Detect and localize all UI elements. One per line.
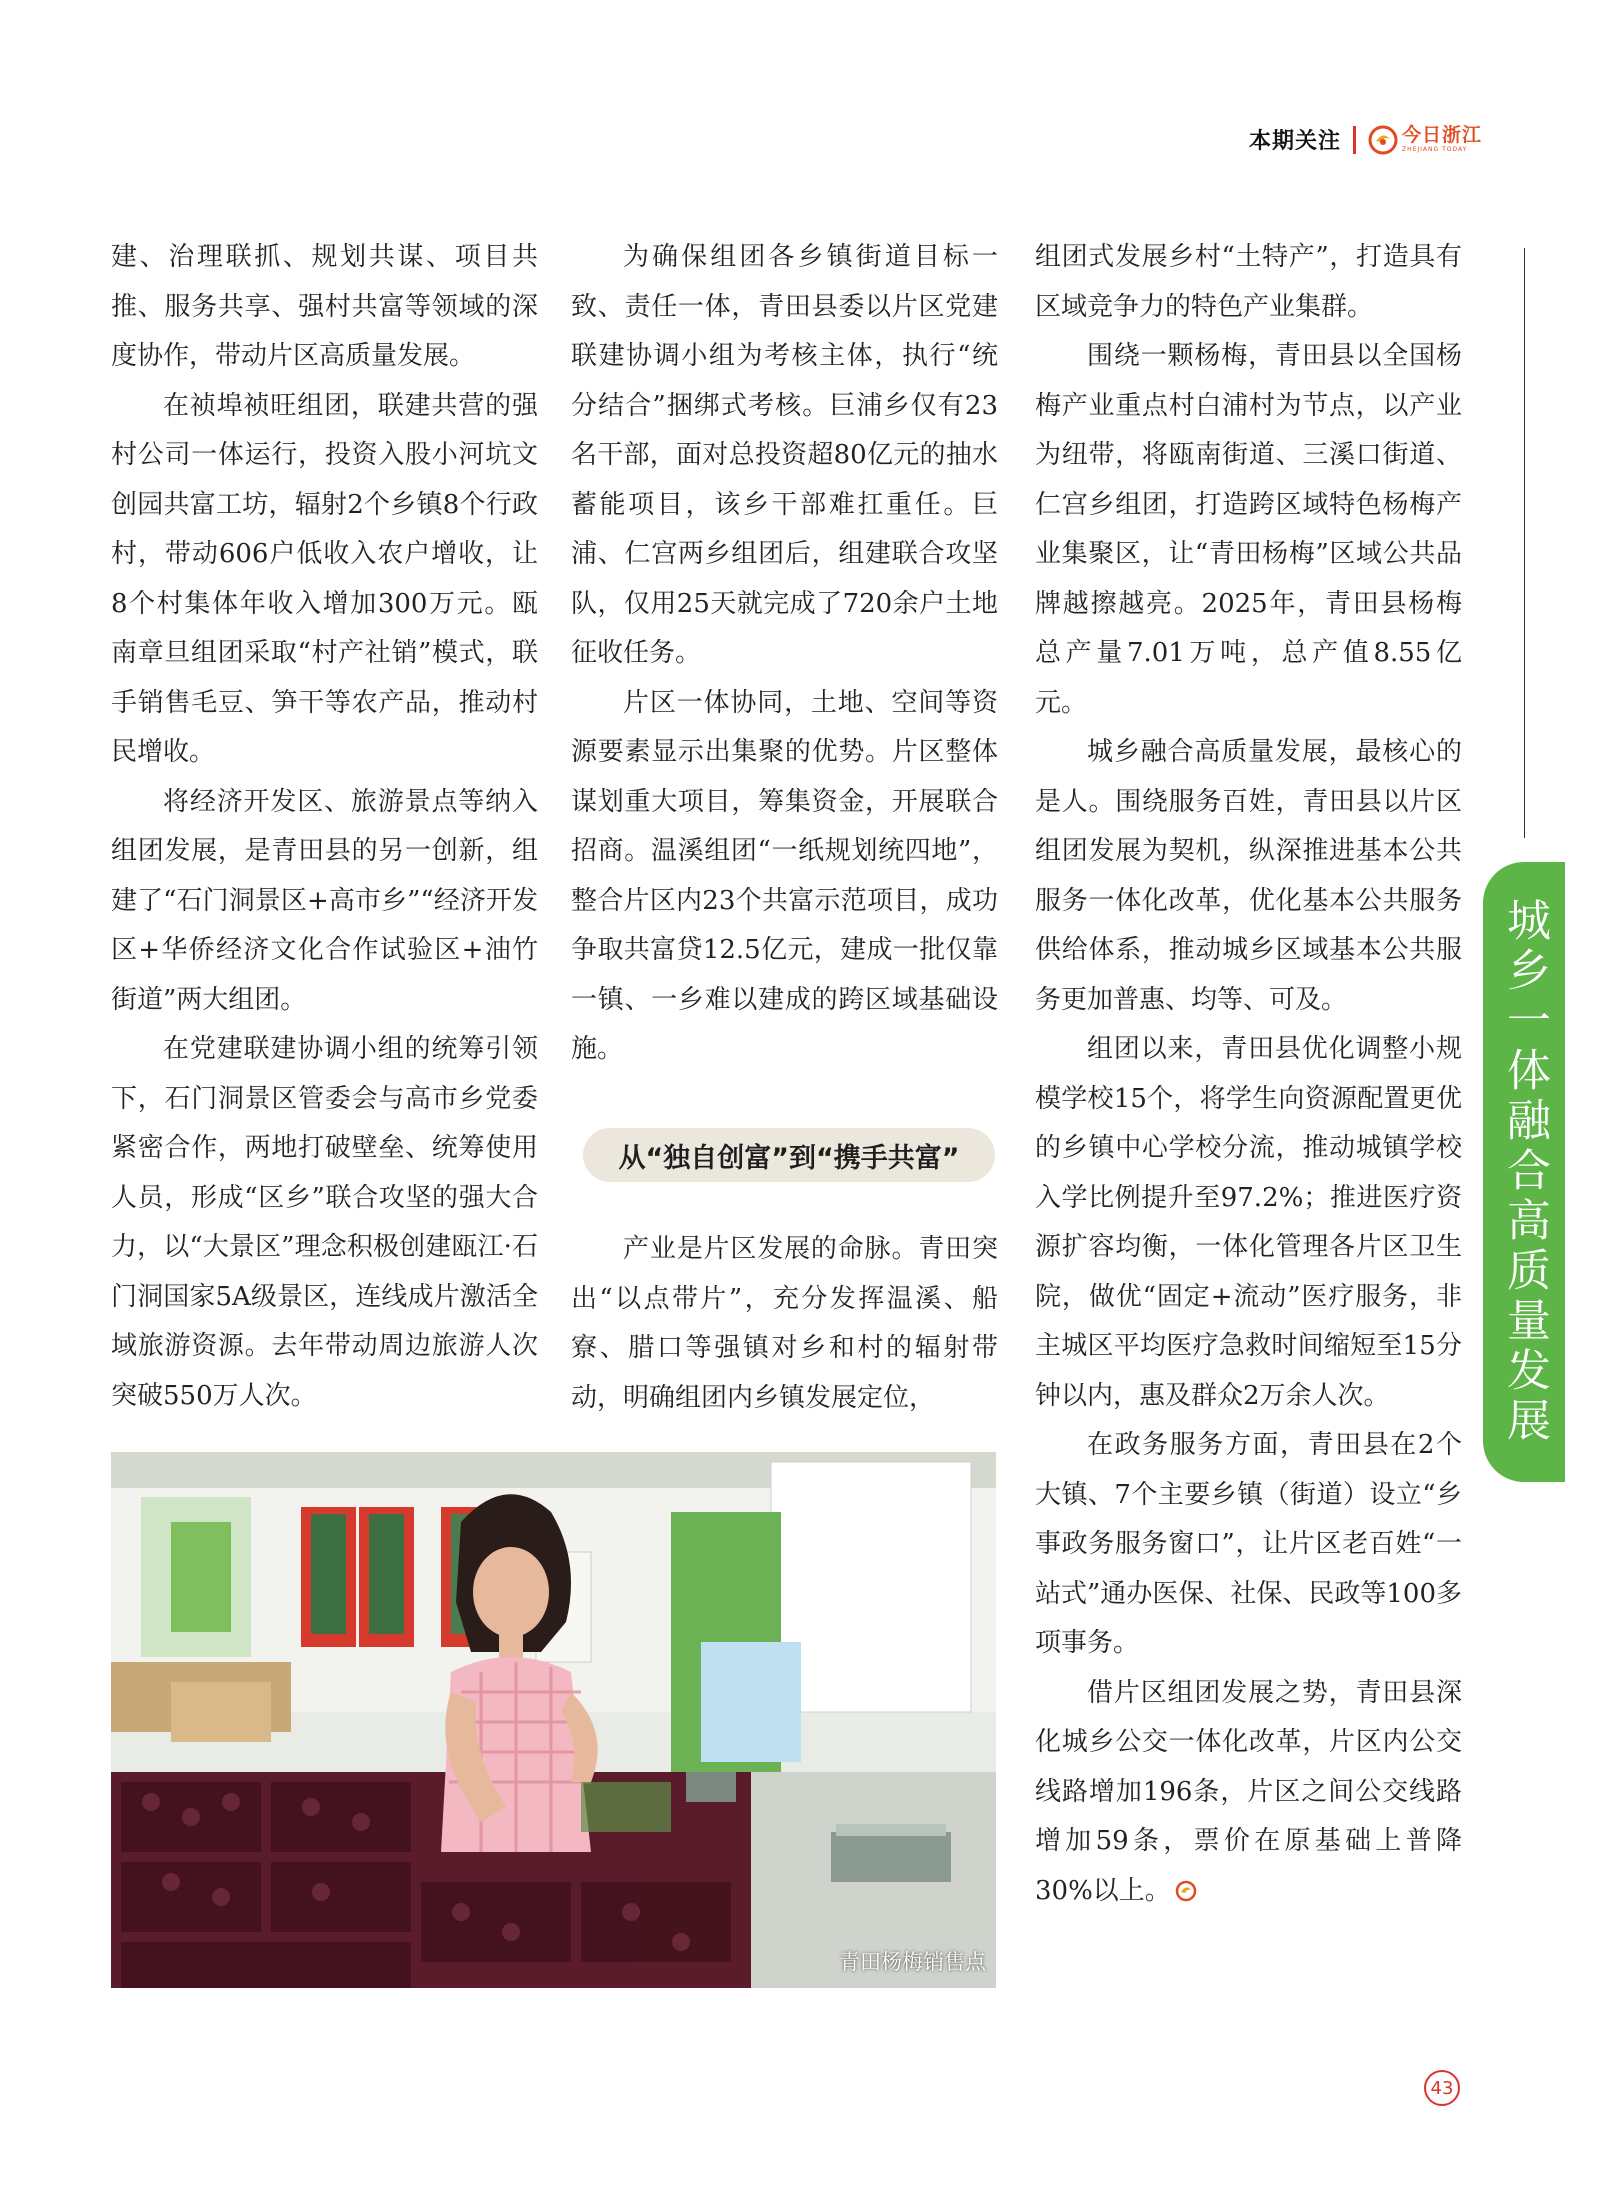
brand-english: ZHEJIANG TODAY [1401,146,1468,153]
paragraph: 城乡融合高质量发展，最核心的是人。围绕服务百姓，青田县以片区组团发展为契机，纵深推进基本公共服务一体化改革，优化基本公共服务供给体系，推动城乡区域基本公共服务更加普惠、均等、可及。 [1035,737,1462,1015]
brand-name: 今日浙江 [1401,124,1482,146]
paragraph: 在祯埠祯旺组团，联建共营的强村公司一体运行，投资入股小河坑文创园共富工坊，辐射2个乡镇8个行政村，带动606户低收入农户增收，让8个村集体年收入增加300万元。瓯南章旦组团采取“村产社销”模式，联手销售毛豆、笋干等农产品，推动村民增收。 [111,390,538,767]
article-photo [111,1452,996,1988]
paragraph: 将经济开发区、旅游景点等纳入组团发展，是青田县的另一创新，组建了“石门洞景区+高市乡”“经济开发区+华侨经济文化合作试验区+油竹街道”两大组团。 [111,786,538,1015]
article-column-2-continued [571,1225,998,1423]
end-mark-icon [1175,1880,1197,1902]
side-section-tab [1483,862,1565,1482]
section-label: 本期关注 [1248,129,1341,154]
paragraph: 为确保组团各乡镇街道目标一致、责任一体，青田县委以片区党建联建协调小组为考核主体，执行“统分结合”捆绑式考核。巨浦乡仅有23名干部，面对总投资超80亿元的抽水蓄能项目，该乡干部难扛重任。巨浦、仁宫两乡组团后，组建联合攻坚队，仅用25天就完成了720余户土地征收任务。 [571,242,998,668]
paragraph: 组团以来，青田县优化调整小规模学校15个，将学生向资源配置更优的乡镇中心学校分流，推动城镇学校入学比例提升至97.2%；推进医疗资源扩容均衡，一体化管理各片区卫生院，做优“固定+流动”医疗服务，非主城区平均医疗急救时间缩短至15分钟以内，惠及群众2万余人次。 [1035,1034,1462,1411]
page-number: 43 [1424,2070,1460,2106]
paragraph: 在政务服务方面，青田县在2个大镇、7个主要乡镇（街道）设立“乡事政务服务窗口”，让片区老百姓“一站式”通办医保、社保、民政等100多项事务。 [1035,1430,1462,1658]
header-divider [1353,126,1356,154]
article-column-1 [111,233,538,1421]
photo-illustration [111,1452,996,1988]
article-column-2 [571,233,998,1075]
paragraph: 片区一体协同，土地、空间等资源要素显示出集聚的优势。片区整体谋划重大项目，筹集资金，开展联合招商。温溪组团“一纸规划统四地”，整合片区内23个共富示范项目，成功争取共富贷12.5亿元，建成一批仅靠一镇、一乡难以建成的跨区域基础设施。 [571,687,998,1064]
paragraph: 建、治理联抓、规划共谋、项目共推、服务共享、强村共富等领域的深度协作，带动片区高质量发展。 [111,242,538,371]
column-rule [1524,248,1525,838]
paragraph: 产业是片区发展的命脉。青田突出“以点带片”，充分发挥温溪、船寮、腊口等强镇对乡和村的辐射带动，明确组团内乡镇发展定位， [571,1234,998,1413]
photo-caption: 青田杨梅销售点 [839,1950,986,1974]
article-column-3 [1035,233,1462,1916]
section-subheading: 从“独自创富”到“携手共富” [583,1128,995,1182]
paragraph: 围绕一颗杨梅，青田县以全国杨梅产业重点村白浦村为节点，以产业为纽带，将瓯南街道、三溪口街道、仁宫乡组团，打造跨区域特色杨梅产业集聚区，让“青田杨梅”区域公共品牌越擦越亮。2025年，青田县杨梅总产量7.01万吨，总产值8.55亿元。 [1035,341,1462,718]
side-tab-title: 城乡一体融合高质量发展 [1499,897,1550,1447]
brand-logo [1368,125,1482,155]
page-header [1249,124,1482,155]
paragraph: 组团式发展乡村“土特产”，打造具有区域竞争力的特色产业集群。 [1035,242,1462,322]
paragraph: 借片区组团发展之势，青田县深化城乡公交一体化改革，片区内公交线路增加196条，片区之间公交线路增加59条，票价在原基础上普降30%以上。 [1035,1677,1462,1906]
brand-swirl-icon [1368,125,1398,155]
paragraph: 在党建联建协调小组的统筹引领下，石门洞景区管委会与高市乡党委紧密合作，两地打破壁垒、统筹使用人员，形成“区乡”联合攻坚的强大合力，以“大景区”理念积极创建瓯江·石门洞国家5A级景区，连线成片激活全域旅游资源。去年带动周边旅游人次突破550万人次。 [111,1034,538,1411]
